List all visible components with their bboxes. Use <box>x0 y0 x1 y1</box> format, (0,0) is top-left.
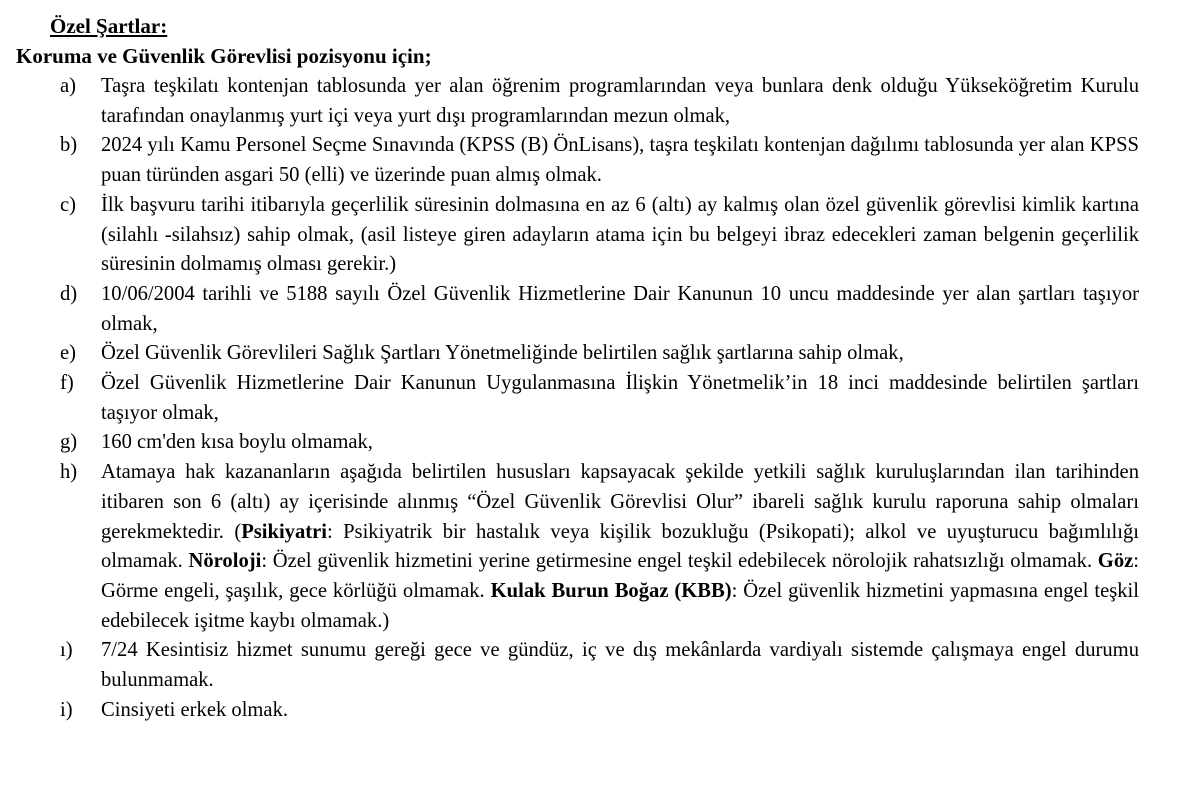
list-item <box>0 339 1200 369</box>
item-text: 7/24 Kesintisiz hizmet sunumu gereği gece ve gündüz, iç ve dış mekânlarda vardiyalı sistemde çalışmaya engel durumu bulunmamak. <box>101 639 1139 692</box>
list-item <box>0 191 1200 280</box>
item-marker: f) <box>60 372 74 395</box>
position-subheading: Koruma ve Güvenlik Görevlisi pozisyonu için; <box>16 44 432 68</box>
item-marker: e) <box>60 342 76 365</box>
bold-term-kbb: Kulak Burun Boğaz (KBB) <box>490 579 732 602</box>
text-segment: : Özel güvenlik hizmetini yerine getirmesine engel teşkil edebilecek nörolojik rahatsızlığı olmamak. <box>261 550 1098 573</box>
text-segment: : Özel güvenlik hizmetini yapmasına engel teşkil edebilecek işitme kaybı olmamak.) <box>101 579 1139 632</box>
list-item <box>0 280 1200 339</box>
item-marker: ı) <box>60 639 73 662</box>
item-marker: d) <box>60 282 78 305</box>
list-item <box>0 72 1200 131</box>
item-marker: a) <box>60 75 76 97</box>
item-marker: g) <box>60 431 78 454</box>
list-item <box>0 636 1200 695</box>
item-text: 10/06/2004 tarihli ve 5188 sayılı Özel Güvenlik Hizmetlerine Dair Kanunun 10 uncu maddesinde yer alan şartları taşıyor olmak, <box>101 282 1139 335</box>
section-heading: Özel Şartlar: <box>50 14 168 38</box>
list-item <box>0 428 1200 458</box>
item-text: İlk başvuru tarihi itibarıyla geçerlilik süresinin dolmasına en az 6 (altı) ay kalmış olan özel güvenlik görevlisi kimlik kartına (silahlı -silahsız) sahip olmak, (asil listeye giren adayların atama için bu belgeyi ibraz edecekleri zaman belgenin geçerlilik süresinin dolmamış olması gerekir.) <box>101 193 1139 276</box>
item-text: Özel Güvenlik Hizmetlerine Dair Kanunun Uygulanmasına İlişkin Yönetmelik’in 18 inci maddesinde belirtilen şartları taşıyor olmak, <box>101 372 1139 424</box>
text-segment: : Psikiyatrik bir hastalık veya kişilik bozukluğu (Psikopati); alkol ve uyuşturucu bağımlılığı olmamak. <box>101 520 1139 573</box>
item-text: 160 cm'den kısa boylu olmamak, <box>101 431 373 454</box>
item-text: Cinsiyeti erkek olmak. <box>101 698 289 721</box>
requirements-list <box>0 72 1200 725</box>
item-marker: c) <box>60 193 76 216</box>
list-item <box>0 369 1200 428</box>
list-item <box>0 131 1200 190</box>
text-segment: Atamaya hak kazananların aşağıda belirtilen hususları kapsayacak şekilde yetkili sağlık kuruluşlarından ilan tarihinden itibaren son 6 (altı) ay içerisinde alınmış “Özel Güvenlik Görevlisi Olur” ibareli sağlık kurulu raporuna sahip olmaları gerekmektedir. ( <box>101 461 1139 543</box>
bold-term-goz: Göz <box>1097 550 1134 573</box>
text-segment: : Görme engeli, şaşılık, gece körlüğü olmamak. <box>101 550 1139 602</box>
bold-term-psikiyatri: Psikiyatri <box>241 520 327 543</box>
item-marker: i) <box>60 698 73 721</box>
item-marker: b) <box>60 134 78 157</box>
item-text <box>101 458 1139 636</box>
list-item <box>0 458 1200 636</box>
item-text: 2024 yılı Kamu Personel Seçme Sınavında (KPSS (B) ÖnLisans), taşra teşkilatı kontenjan dağılımı tablosunda yer alan KPSS puan türünden asgari 50 (elli) ve üzerinde puan almış olmak. <box>101 134 1139 187</box>
item-marker: h) <box>60 461 78 484</box>
item-text: Özel Güvenlik Görevlileri Sağlık Şartları Yönetmeliğinde belirtilen sağlık şartlarına sahip olmak, <box>101 342 904 365</box>
item-text: Taşra teşkilatı kontenjan tablosunda yer alan öğrenim programlarından veya bunlara denk olduğu Yükseköğretim Kurulu tarafından onaylanmış yurt içi veya yurt dışı programlarından mezun olmak, <box>101 75 1139 127</box>
bold-term-noroloji: Nöroloji <box>188 550 262 573</box>
list-item <box>0 696 1200 726</box>
